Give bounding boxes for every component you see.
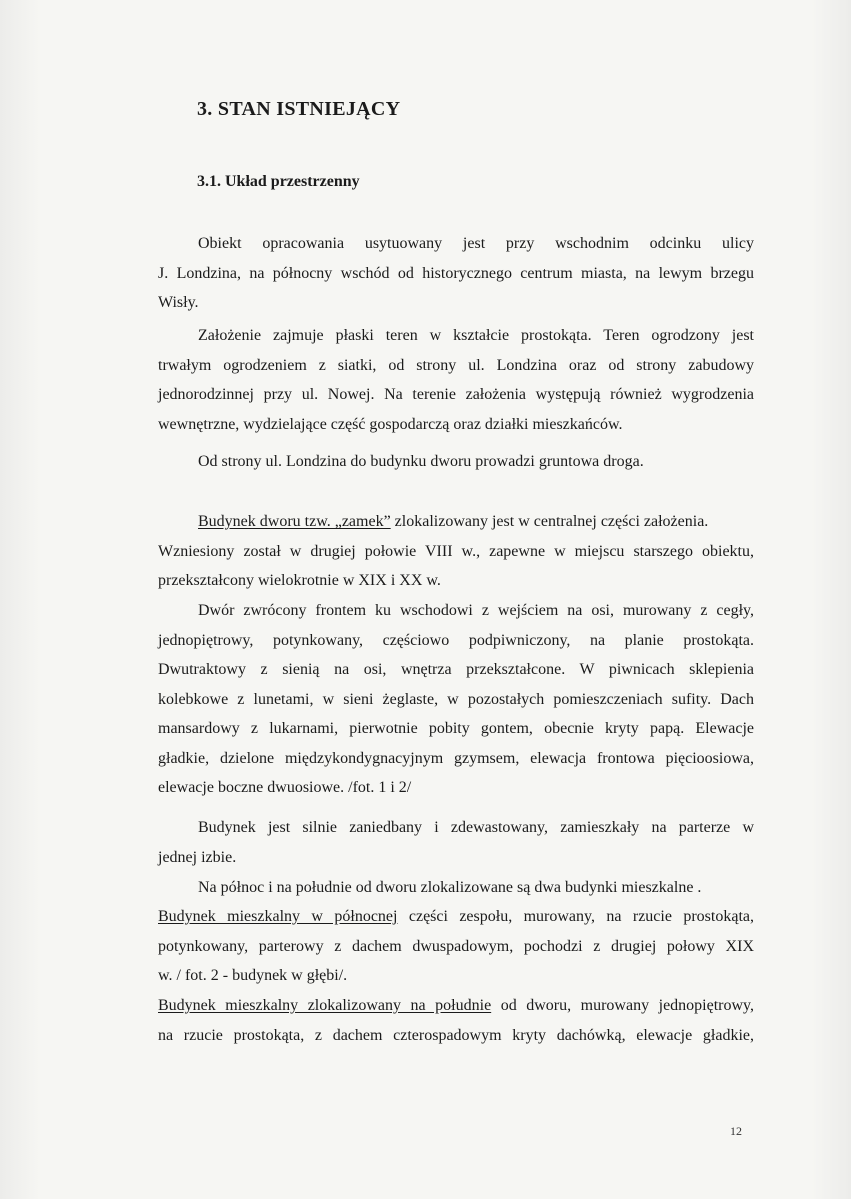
text-line: wewnętrzne, wydzielające część gospodarczą oraz działki mieszkańców.	[158, 415, 623, 433]
paragraph-south-building	[158, 991, 754, 1050]
paragraph-manor	[158, 507, 754, 596]
underlined-term: Budynek mieszkalny w północnej	[158, 908, 398, 925]
text-line: gładkie, dzielone międzykondygnacyjnym gzymsem, elewacja frontowa pięcioosiowa,	[158, 749, 754, 767]
section-heading: 3. STAN ISTNIEJĄCY	[197, 98, 401, 120]
text-line: trwałym ogrodzeniem z siatki, od strony ul. Londzina oraz od strony zabudowy	[158, 356, 754, 374]
subsection-heading: 3.1. Układ przestrzenny	[197, 173, 360, 190]
text-line: jednorodzinnej przy ul. Nowej. Na terenie założenia występują również wygrodzenia	[158, 386, 754, 403]
text-line: jednopiętrowy, potynkowany, częściowo podpiwniczony, na planie prostokąta.	[158, 631, 754, 649]
paragraph-road	[158, 447, 754, 477]
paragraph-north-building	[158, 902, 754, 991]
text-line: kolebkowe z lunetami, w sieni żeglaste, w pozostałych pomieszczeniach sufity. Dach	[158, 690, 754, 708]
text-line: Dwór zwrócony frontem ku wschodowi z wejściem na osi, murowany z cegły,	[198, 602, 754, 619]
text-line: Wzniesiony został w drugiej połowie VIII w., zapewne w miejscu starszego obiektu,	[158, 542, 754, 560]
text-line: na rzucie prostokąta, z dachem czterospadowym kryty dachówką, elewacje gładkie,	[158, 1026, 754, 1044]
text-line: Dwutraktowy z sienią na osi, wnętrza przekształcone. W piwnicach sklepienia	[158, 661, 754, 678]
text-line: Budynek dworu tzw. „zamek” zlokalizowany jest w centralnej części założenia.	[198, 513, 709, 530]
text-line: jednej izbie.	[158, 848, 237, 866]
underlined-term: Budynek dworu tzw. „zamek”	[198, 513, 391, 530]
text-line: potynkowany, parterowy z dachem dwuspadowym, pochodzi z drugiej połowy XIX	[158, 937, 754, 955]
paragraph-location	[158, 229, 754, 318]
text-line: Budynek mieszkalny zlokalizowany na południe od dworu, murowany jednopiętrowy,	[158, 997, 754, 1014]
text-line: Założenie zajmuje płaski teren w kształcie prostokąta. Teren ogrodzony jest	[198, 327, 754, 344]
paragraph-condition	[158, 813, 754, 872]
text-line: Obiekt opracowania usytuowany jest przy wschodnim odcinku ulicy	[198, 235, 754, 252]
text-line: elewacje boczne dwuosiowe. /fot. 1 i 2/	[158, 779, 412, 796]
text-line: przekształcony wielokrotnie w XIX i XX w.	[158, 572, 441, 589]
text-line: Budynek mieszkalny w północnej części zespołu, murowany, na rzucie prostokąta,	[158, 908, 754, 925]
text-line: w. / fot. 2 - budynek w głębi/.	[158, 967, 348, 984]
paragraph-manor-description	[158, 596, 754, 803]
text-line: J. Londzina, na północny wschód od historycznego centrum miasta, na lewym brzegu	[158, 264, 754, 282]
text-line: Budynek jest silnie zaniedbany i zdewastowany, zamieszkały na parterze w	[198, 819, 754, 836]
paragraph-residential-buildings	[158, 873, 754, 903]
underlined-term: Budynek mieszkalny zlokalizowany na południe	[158, 997, 492, 1014]
text-line: mansardowy z lukarnami, pierwotnie pobity gontem, obecnie kryty papą. Elewacje	[158, 720, 754, 737]
page-number: 12	[730, 1124, 742, 1138]
text-line: Od strony ul. Londzina do budynku dworu prowadzi gruntowa droga.	[198, 453, 644, 470]
text-line: Wisły.	[158, 294, 199, 311]
paragraph-terrain	[158, 321, 754, 439]
text-line: Na północ i na południe od dworu zlokalizowane są dwa budynki mieszkalne .	[198, 879, 702, 896]
